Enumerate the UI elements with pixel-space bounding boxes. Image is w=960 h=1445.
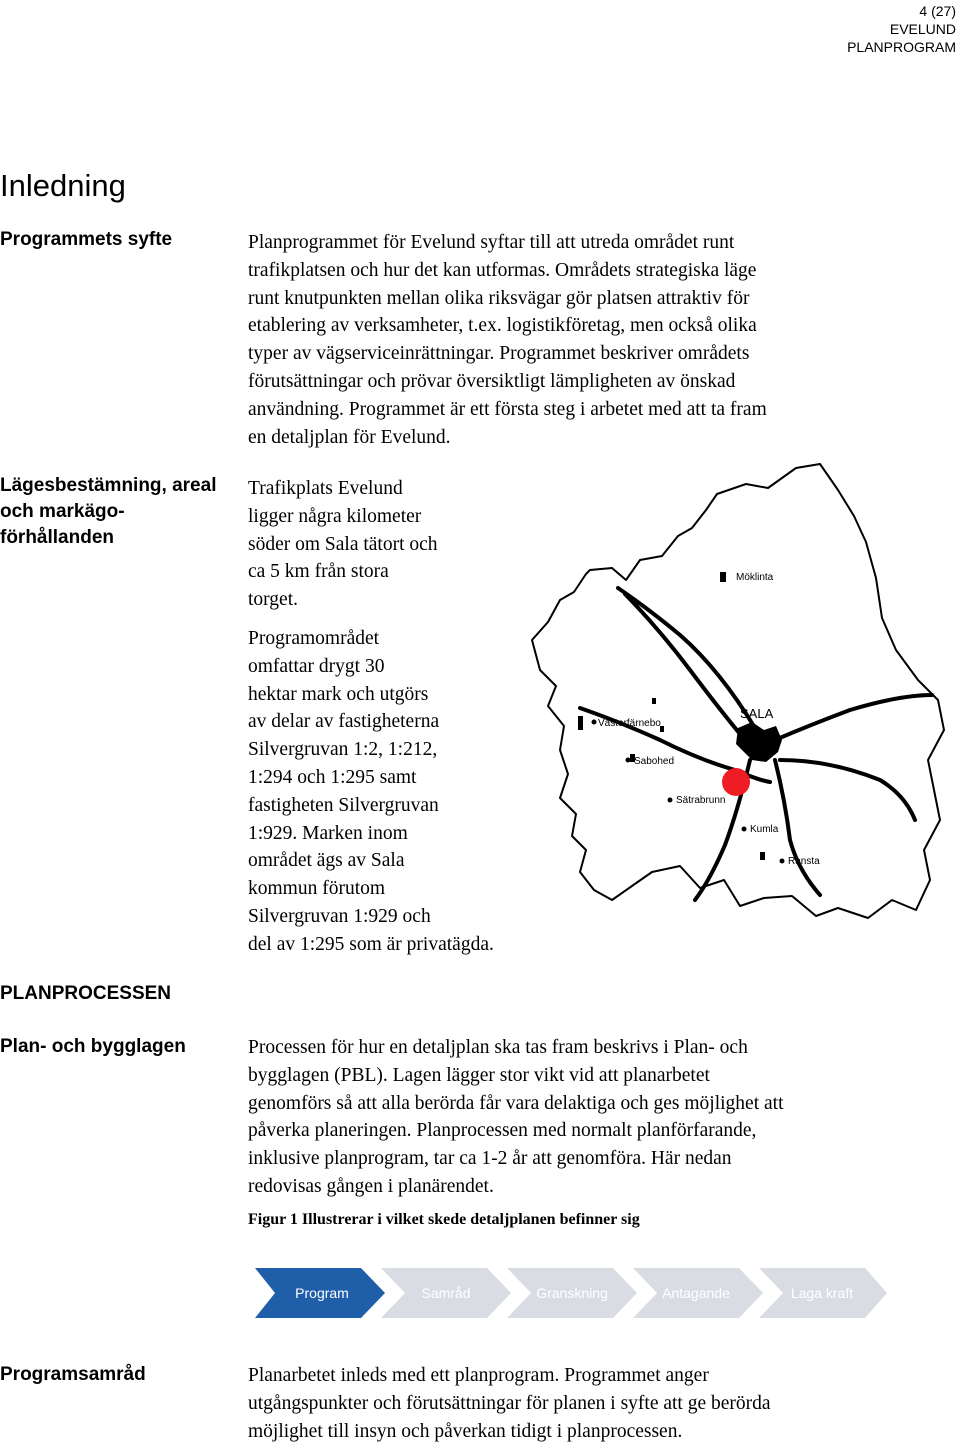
text-line: etablering av verksamheter, t.ex. logistikföretag, men också olika (248, 315, 757, 337)
text-line: Programområdet (248, 628, 380, 649)
document-type: PLANPROGRAM (847, 39, 956, 55)
lake-west (578, 716, 583, 730)
text-line: utgångspunkter och förutsättningar för planen i syfte att ge berörda (248, 1392, 771, 1414)
text-line: typer av vägserviceinrättningar. Programmet beskriver områdets (248, 343, 750, 365)
municipality-outline (532, 464, 944, 918)
text-line: Processen för hur en detaljplan ska tas fram beskrivs i Plan- och (248, 1037, 748, 1058)
text-line: området ägs av Sala (248, 850, 405, 872)
lake-small-4 (760, 852, 765, 860)
heading-programsamrad: Programsamråd (0, 1364, 146, 1385)
syfte-paragraph (248, 229, 928, 451)
text-line: Silvergruvan 1:2, 1:212, (248, 739, 438, 761)
text-line: 1:294 och 1:295 samt (248, 766, 417, 788)
dot-vasterfarnebo (592, 720, 597, 725)
text-line: söder om Sala tätort och (248, 533, 438, 555)
samrad-paragraph (248, 1362, 938, 1445)
heading-lagesbestamning (0, 473, 216, 551)
text-line: trafikplatsen och hur det kan utformas. Områdets strategiska läge (248, 259, 757, 281)
text-line: Silvergruvan 1:929 och (248, 905, 431, 927)
heading-programmets-syfte: Programmets syfte (0, 229, 173, 250)
dot-kumla (742, 827, 747, 832)
place-sabohed: Sabohed (634, 756, 675, 767)
text-line: bygglagen (PBL). Lagen lägger stor vikt vid att planarbetet (248, 1064, 710, 1086)
lage-paragraph-2 (248, 625, 548, 959)
heading-line: förhållanden (0, 527, 115, 548)
text-line: Planarbetet inleds med ett planprogram. Programmet anger (248, 1365, 709, 1386)
place-ransta: Ransta (788, 856, 820, 867)
text-line: inklusive planprogram, tar ca 1-2 år att genomföra. Här nedan (248, 1148, 732, 1170)
place-sala: SALA (740, 706, 774, 721)
page-header (847, 2, 956, 56)
process-step-label: Laga kraft (790, 1285, 854, 1301)
text-line: hektar mark och utgörs (248, 683, 429, 705)
place-satrabrunn: Sätrabrunn (676, 795, 726, 806)
process-step-label: Samråd (421, 1285, 471, 1301)
process-step-label: Antagande (662, 1285, 730, 1301)
process-step-granskning (507, 1268, 637, 1318)
text-line: en detaljplan för Evelund. (248, 426, 451, 448)
page-title: Inledning (0, 168, 126, 203)
text-line: runt knutpunkten mellan olika riksvägar gör platsen attraktiv för (248, 287, 750, 309)
text-line: genomförs så att alla berörda får vara delaktiga och ges möjlighet att (248, 1092, 784, 1114)
process-step-antagande (633, 1268, 763, 1318)
pbl-paragraph (248, 1034, 938, 1201)
text-line: fastigheten Silvergruvan (248, 794, 439, 816)
project-name: EVELUND (889, 21, 956, 37)
text-line: av delar av fastigheterna (248, 711, 440, 733)
text-line: del av 1:295 som är privatägda. (248, 933, 494, 955)
process-step-label: Program (295, 1285, 349, 1301)
lake-small-3 (652, 698, 656, 704)
place-moklinta: Möklinta (736, 572, 774, 583)
lage-paragraph-1 (248, 475, 528, 614)
figure-caption: Figur 1 Illustrerar i vilket skede detaljplanen befinner sig (248, 1211, 640, 1228)
text-line: användning. Programmet är ett första steg i arbetet med att ta fram (248, 398, 767, 420)
text-line: ligger några kilometer (248, 505, 422, 527)
heading-planprocessen: PLANPROCESSEN (0, 983, 172, 1004)
sala-municipality-map (520, 460, 960, 930)
process-step-samrad (381, 1268, 511, 1318)
text-line: torget. (248, 589, 299, 611)
dot-satrabrunn (668, 798, 673, 803)
text-line: möjlighet till insyn och påverkan tidigt i planprocessen. (248, 1420, 683, 1442)
place-vasterfarnebo: Västerfärnebo (598, 718, 661, 729)
lake-moklinta (720, 572, 726, 582)
text-line: Trafikplats Evelund (248, 478, 403, 499)
process-steps (255, 1268, 887, 1318)
text-line: påverka planeringen. Planprocessen med normalt planförfarande, (248, 1120, 757, 1142)
dot-sabohed (626, 758, 631, 763)
process-step-label: Granskning (536, 1285, 608, 1301)
text-line: 1:929. Marken inom (248, 822, 408, 844)
heading-line: Lägesbestämning, areal (0, 475, 217, 496)
process-step-program (255, 1268, 385, 1318)
text-line: kommun förutom (248, 878, 386, 900)
page-number: 4 (27) (919, 3, 956, 19)
dot-ransta (780, 859, 785, 864)
text-line: redovisas gången i planärendet. (248, 1175, 494, 1197)
text-line: förutsättningar och prövar översiktligt lämpligheten av önskad (248, 370, 736, 392)
evelund-location-marker (722, 768, 750, 796)
heading-line: och markägo- (0, 501, 125, 522)
process-step-laga-kraft (759, 1268, 887, 1318)
heading-plan-och-bygglagen: Plan- och bygglagen (0, 1036, 186, 1057)
text-line: Planprogrammet för Evelund syftar till att utreda området runt (248, 232, 735, 253)
text-line: omfattar drygt 30 (248, 655, 385, 677)
text-line: ca 5 km från stora (248, 561, 389, 583)
place-kumla: Kumla (750, 824, 779, 835)
